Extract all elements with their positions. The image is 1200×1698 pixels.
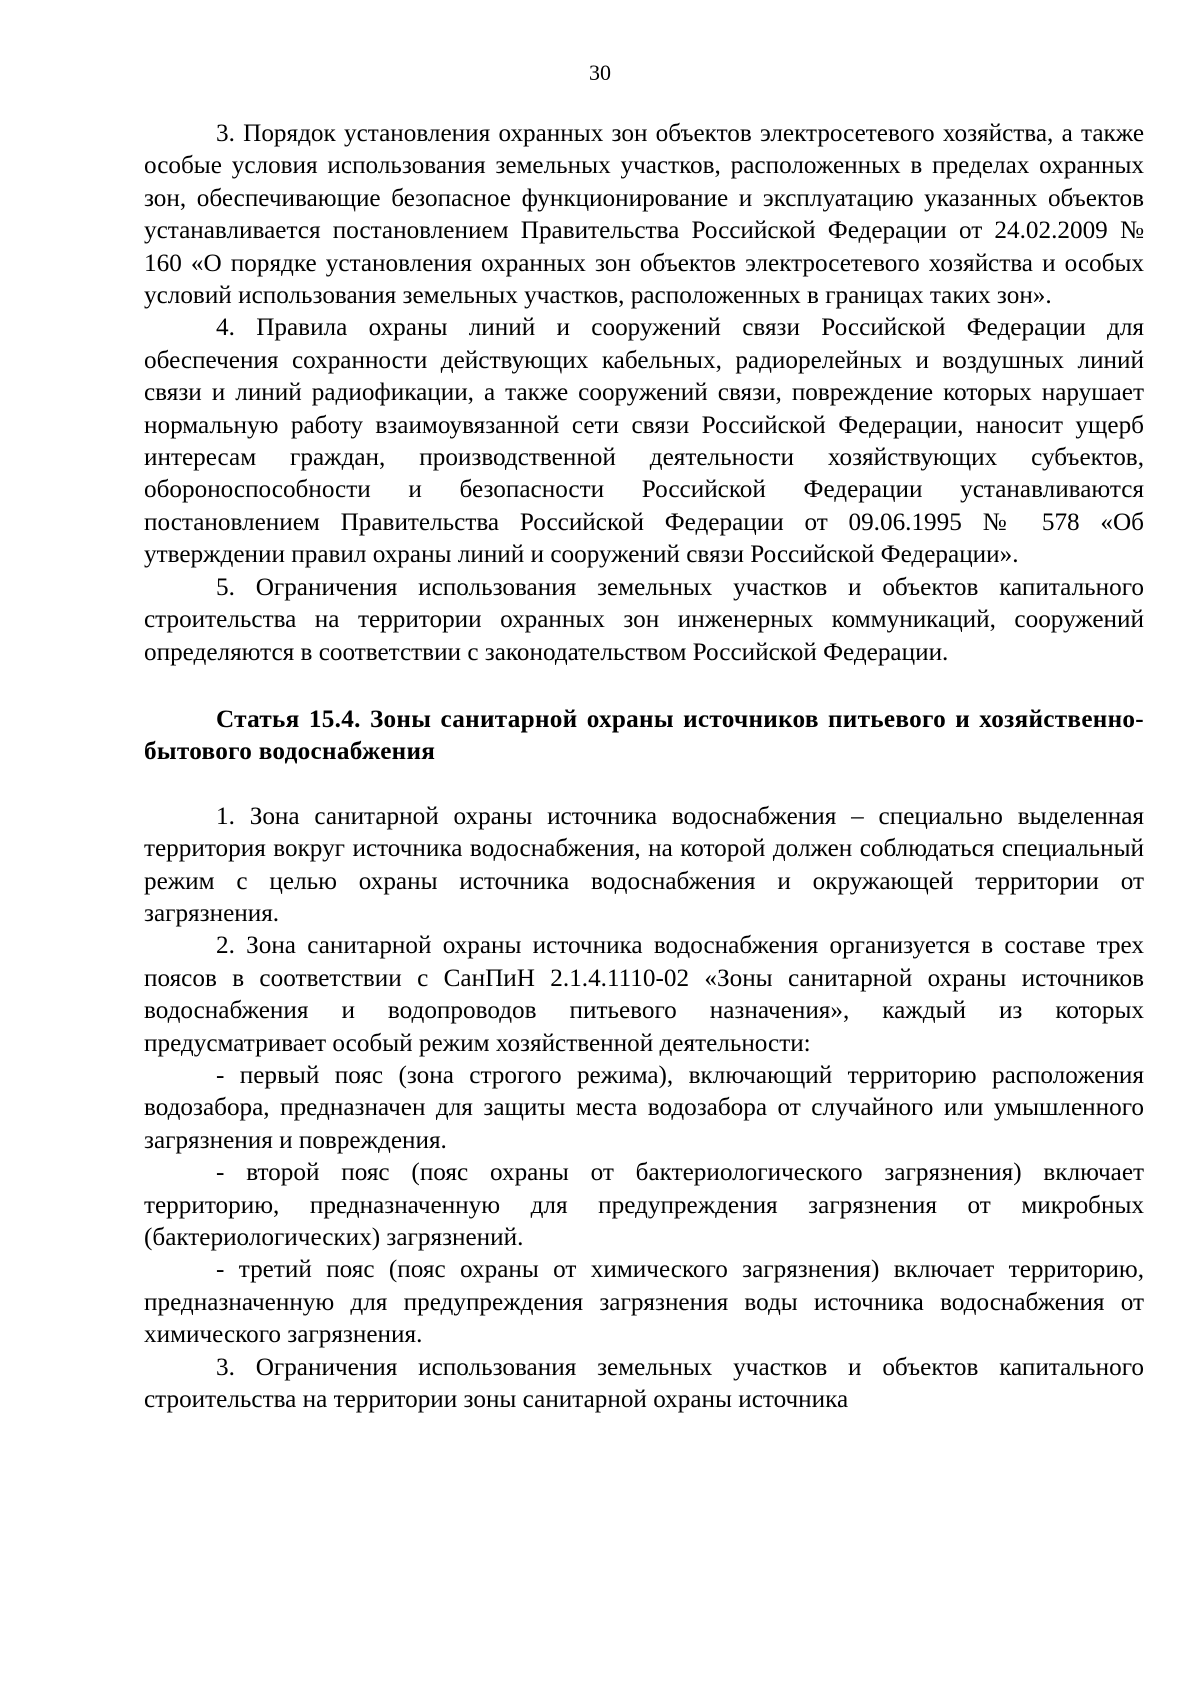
paragraph-sanitary-zone-belts: 2. Зона санитарной охраны источника водоснабжения организуется в составе трех поясов в соответствии с СанПиН 2.1.4.1110-02 «Зоны санитарной охраны источников водоснабжения и водопроводов питьевого назначения», каждый из которых предусматривает особый режим хозяйственной деятельности:	[144, 932, 1144, 1057]
article-heading: Статья 15.4. Зоны санитарной охраны источников питьевого и хозяйственно-бытового водоснабжения	[144, 705, 1144, 766]
paragraph-communication-lines: 4. Правила охраны линий и сооружений связи Российской Федерации для обеспечения сохранности действующих кабельных, радиорелейных и воздушных линий связи и линий радиофикации, а также сооружений связи, повреждение которых нарушает нормальную работу взаимоувязанной сети связи Российской Федерации, наносит ущерб интересам граждан, производственной деятельности хозяйствующих субъектов, обороноспособности и безопасности Российской Федерации устанавливаются постановлением Правительства Российской Федерации от 09.06.1995 № 578 «Об утверждении правил охраны линий и сооружений связи Российской Федерации».	[144, 314, 1144, 569]
list-item-third-belt: - третий пояс (пояс охраны от химического загрязнения) включает территорию, предназначенную для предупреждения загрязнения воды источника водоснабжения от химического загрязнения.	[144, 1256, 1144, 1349]
page-number: 30	[589, 60, 611, 85]
list-item-first-belt: - первый пояс (зона строгого режима), включающий территорию расположения водозабора, предназначен для защиты места водозабора от случайного или умышленного загрязнения и повреждения.	[144, 1061, 1144, 1154]
list-item-second-belt: - второй пояс (пояс охраны от бактериологического загрязнения) включает территорию, предназначенную для предупреждения загрязнения от микробных (бактериологических) загрязнений.	[144, 1159, 1144, 1251]
paragraph-engineering-restrictions: 5. Ограничения использования земельных участков и объектов капитального строительства на территории охранных зон инженерных коммуникаций, сооружений определяются в соответствии с законодательством Российской Федерации.	[144, 573, 1144, 666]
document-body	[144, 118, 1144, 1416]
paragraph-electric-grid-zones: 3. Порядок установления охранных зон объектов электросетевого хозяйства, а также особые условия использования земельных участков, расположенных в пределах охранных зон, обеспечивающие безопасное функционирование и эксплуатацию указанных объектов устанавливается постановлением Правительства Российской Федерации от 24.02.2009 № 160 «О порядке установления охранных зон объектов электросетевого хозяйства и особых условий использования земельных участков, расположенных в границах таких зон».	[144, 120, 1144, 310]
paragraph-sanitary-zone-definition: 1. Зона санитарной охраны источника водоснабжения – специально выделенная территория вокруг источника водоснабжения, на которой должен соблюдаться специальный режим с целью охраны источника водоснабжения и окружающей территории от загрязнения.	[144, 802, 1144, 927]
paragraph-sanitary-restrictions: 3. Ограничения использования земельных участков и объектов капитального строительства на территории зоны санитарной охраны источника	[144, 1353, 1144, 1414]
